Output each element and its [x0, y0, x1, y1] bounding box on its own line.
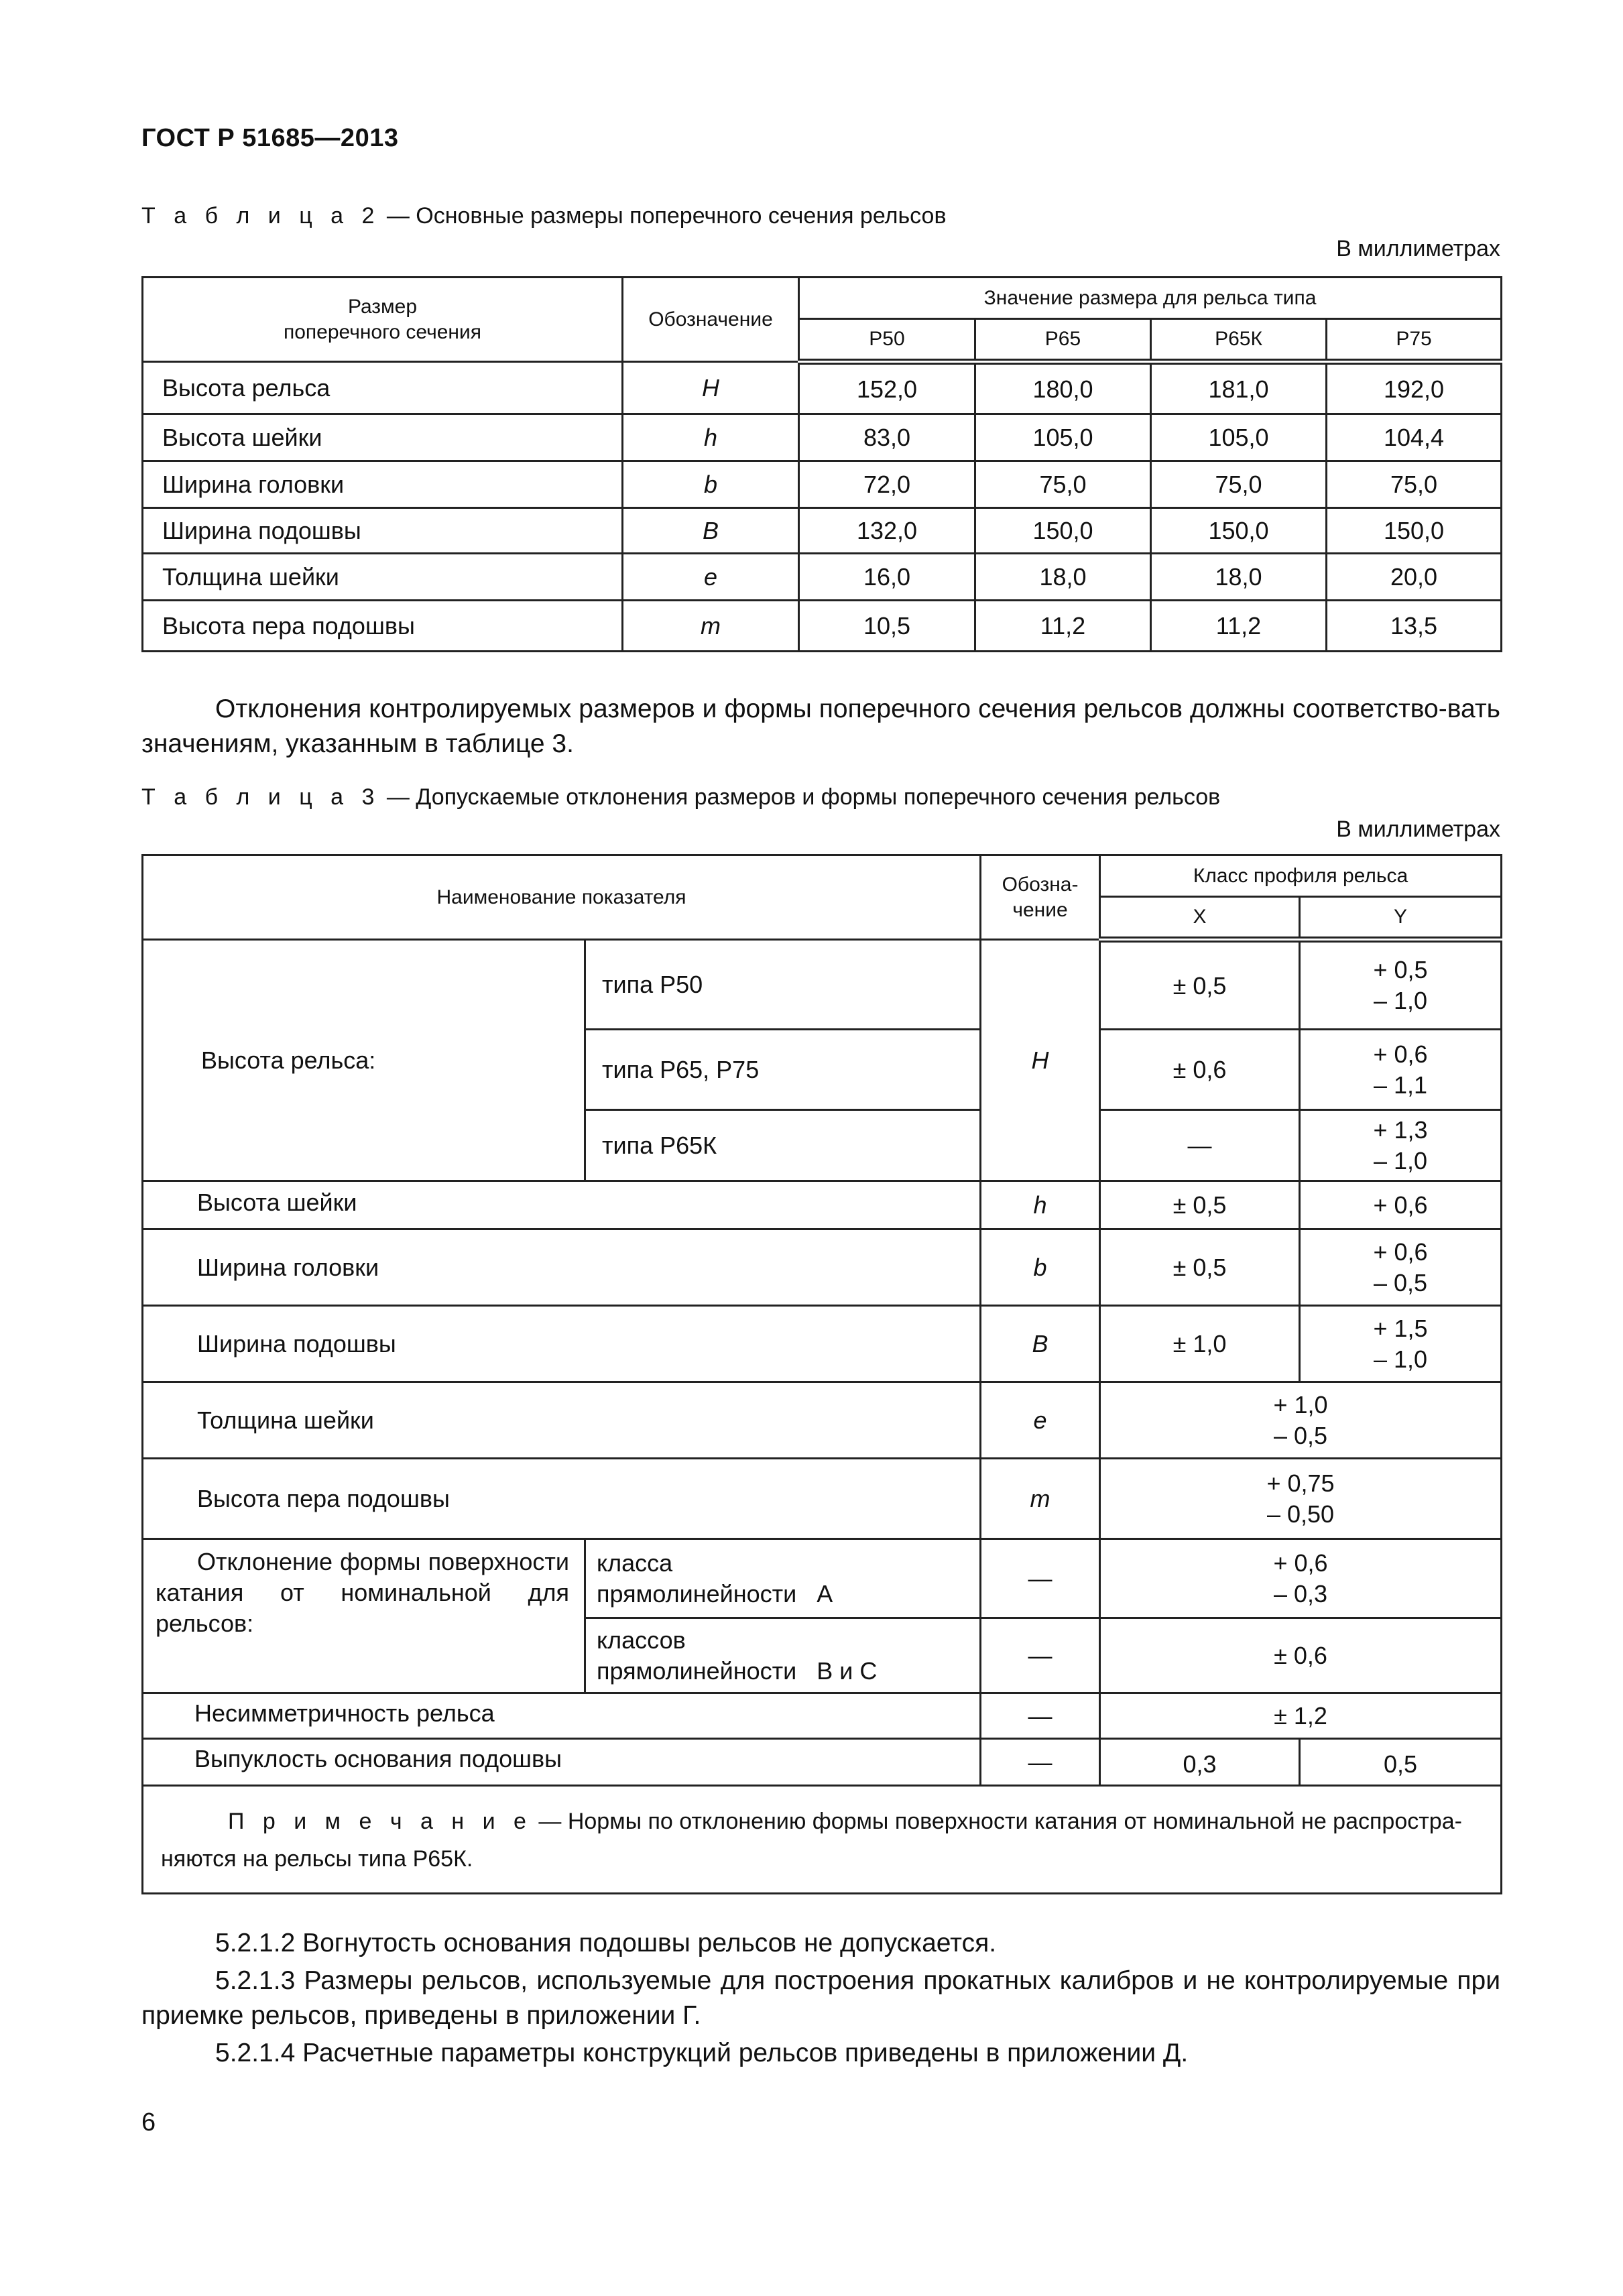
table2-cell: 75,0 [1327, 461, 1502, 508]
table-row [143, 1181, 1502, 1229]
table3-v-upper: + 1,0 [1273, 1390, 1328, 1418]
table3-y-lower: – 1,0 [1373, 1345, 1428, 1373]
table3-web-thickness-label: Толщина шейки [143, 1382, 981, 1459]
table-row [143, 414, 1502, 461]
table3-cell-y [1300, 1110, 1502, 1181]
table3-header-class-y: Y [1300, 897, 1502, 940]
table2-cell: 20,0 [1327, 554, 1502, 601]
table3-cell-y [1300, 1030, 1502, 1110]
table3-y-upper: + 1,3 [1373, 1115, 1428, 1144]
table3-rail-height-type: типа Р65К [585, 1110, 981, 1181]
table3-rail-height-label: Высота рельса: [143, 940, 585, 1181]
table2-row-symbol: m [623, 601, 799, 652]
table2-cell: 75,0 [1151, 461, 1327, 508]
table3-cell-x: 0,3 [1100, 1739, 1300, 1786]
table2-cell: 18,0 [1151, 554, 1327, 601]
table3-cell-y: + 0,6 [1300, 1181, 1502, 1229]
table3-surface-class-a-line2: прямолинейности А [597, 1579, 833, 1608]
table3-note-prefix: П р и м е ч а н и е [228, 1809, 532, 1834]
table3-header-class-x: X [1100, 897, 1300, 940]
paragraph-deviations: Отклонения контролируемых размеров и формы поперечного сечения рельсов должны соответство-вать значениям, указанным в таблице 3. [141, 694, 1500, 758]
table2-header-type-p50: Р50 [799, 319, 975, 362]
table3-caption-text: — Допускаемые отклонения размеров и формы поперечного сечения рельсов [380, 784, 1221, 810]
table3-note-row [143, 1786, 1502, 1894]
table3-head-width-symbol: b [981, 1229, 1100, 1306]
table3-surface-class-bc [585, 1618, 981, 1693]
table3-y-upper: + 1,5 [1373, 1314, 1428, 1342]
table-row [143, 508, 1502, 554]
table-row [143, 1539, 1502, 1618]
table3-caption-prefix: Т а б л и ц а 3 [141, 784, 381, 810]
paragraph-5-2-1-4: 5.2.1.4 Расчетные параметры конструкций рельсов приведены в приложении Д. [215, 2039, 1189, 2067]
table2-cell: 75,0 [975, 461, 1151, 508]
table3-cell-xy: ± 1,2 [1100, 1693, 1502, 1739]
table3-rail-height-type: типа Р50 [585, 940, 981, 1030]
table3-header-designation-line2: чение [1012, 898, 1068, 921]
table3-surface-deviation-label: Отклонение формы поверхности катания от номинальной для рельсов: [143, 1539, 585, 1693]
table2-cell: 105,0 [1151, 414, 1327, 461]
table2-cell: 180,0 [975, 362, 1151, 414]
table3-cell-x: ± 0,5 [1100, 1229, 1300, 1306]
table3-cell-y [1300, 1306, 1502, 1382]
table2-cell: 72,0 [799, 461, 975, 508]
table2-row-symbol: H [623, 362, 799, 414]
table2-row-name: Высота рельса [143, 362, 623, 414]
table-row [143, 1229, 1502, 1306]
table3-y-lower: – 1,0 [1373, 1146, 1428, 1174]
table2-units: В миллиметрах [1336, 236, 1500, 261]
table3-y-lower: – 1,1 [1373, 1071, 1428, 1099]
table3-note-text: — Нормы по отклонению формы поверхности катания от номинальной не распростра-няются на рельсы типа Р65К. [161, 1809, 1462, 1872]
table2-cell: 11,2 [1151, 601, 1327, 652]
table3-header-indicator: Наименование показателя [143, 855, 981, 940]
table2-cell: 16,0 [799, 554, 975, 601]
table3-cell-x: ± 0,5 [1100, 940, 1300, 1030]
table3-header-designation [981, 855, 1100, 940]
table3-surface-class-a-line1: класса [597, 1549, 673, 1577]
table2-header-type-p75: Р75 [1327, 319, 1502, 362]
page-number: 6 [141, 2108, 156, 2136]
table2-row-name: Толщина шейки [143, 554, 623, 601]
table-row [143, 940, 1502, 1030]
table3-cell-y: 0,5 [1300, 1739, 1502, 1786]
table3-cell-x: ± 0,6 [1100, 1030, 1300, 1110]
table3-flange-height-label: Высота пера подошвы [143, 1459, 981, 1539]
table3-rail-height-symbol: H [981, 940, 1100, 1181]
table2-row-name: Высота шейки [143, 414, 623, 461]
table-row [143, 1693, 1502, 1739]
table2-row-name: Ширина подошвы [143, 508, 623, 554]
paragraph-5-2-1-2: 5.2.1.2 Вогнутость основания подошвы рельсов не допускается. [215, 1929, 997, 1957]
table3-asymmetry-symbol: — [981, 1693, 1100, 1739]
table3-v-lower: – 0,5 [1273, 1421, 1328, 1449]
table3-head-width-label: Ширина головки [143, 1229, 981, 1306]
table2-row-symbol: h [623, 414, 799, 461]
table3-v-lower: – 0,50 [1266, 1500, 1335, 1528]
table2-row-name: Ширина головки [143, 461, 623, 508]
table2-cell: 13,5 [1327, 601, 1502, 652]
table3-web-height-label: Высота шейки [143, 1181, 981, 1229]
table2-header-size-line2: поперечного сечения [284, 320, 481, 343]
table3-cell-x: — [1100, 1110, 1300, 1181]
table3-y-lower: – 0,5 [1373, 1268, 1428, 1296]
table2-cell: 150,0 [1151, 508, 1327, 554]
table3-v-upper: + 0,6 [1273, 1549, 1328, 1577]
table-row [143, 1382, 1502, 1459]
table2-header-type-p65: Р65 [975, 319, 1151, 362]
table2-header-type-p65k: Р65К [1151, 319, 1327, 362]
table-row [143, 362, 1502, 414]
table3-cell-xy: ± 0,6 [1100, 1618, 1502, 1693]
table2-cell: 150,0 [1327, 508, 1502, 554]
table2 [141, 276, 1502, 652]
table3-cell-x: ± 1,0 [1100, 1306, 1300, 1382]
table3-header-class-group: Класс профиля рельса [1100, 855, 1502, 897]
table3-note [143, 1786, 1502, 1894]
table2-caption-prefix: Т а б л и ц а 2 [141, 203, 381, 229]
table2-row-symbol: b [623, 461, 799, 508]
table2-header-size [143, 278, 623, 362]
table3-units: В миллиметрах [1336, 817, 1500, 842]
table3-base-width-symbol: B [981, 1306, 1100, 1382]
table3-surface-class-a-symbol: — [981, 1539, 1100, 1618]
table2-caption [141, 203, 947, 229]
table2-cell: 11,2 [975, 601, 1151, 652]
table3-v-upper: + 0,75 [1266, 1469, 1335, 1497]
table2-cell: 18,0 [975, 554, 1151, 601]
table3-surface-class-a [585, 1539, 981, 1618]
table2-cell: 181,0 [1151, 362, 1327, 414]
table-row [143, 1739, 1502, 1786]
table2-row-symbol: B [623, 508, 799, 554]
table3-surface-class-bc-symbol: — [981, 1618, 1100, 1693]
table2-cell: 104,4 [1327, 414, 1502, 461]
table2-row-symbol: e [623, 554, 799, 601]
table3-base-width-label: Ширина подошвы [143, 1306, 981, 1382]
table2-cell: 83,0 [799, 414, 975, 461]
table3-v-lower: – 0,3 [1273, 1579, 1328, 1608]
document-header: ГОСТ Р 51685—2013 [141, 124, 399, 152]
table-row [143, 1459, 1502, 1539]
table-row [143, 1306, 1502, 1382]
paragraph-5-2-1-3: 5.2.1.3 Размеры рельсов, используемые для построения прокатных калибров и не контролируемые при приемке рельсов, приведены в приложении Г. [141, 1966, 1500, 2030]
table3-cell-y [1300, 940, 1502, 1030]
table3-header-designation-line1: Обозна- [1002, 873, 1079, 896]
table3-cell-y [1300, 1229, 1502, 1306]
table-row [143, 601, 1502, 652]
table2-cell: 10,5 [799, 601, 975, 652]
table3-convexity-label: Выпуклость основания подошвы [143, 1739, 981, 1786]
table3-surface-class-bc-line2: прямолинейности В и С [597, 1656, 878, 1685]
table3 [141, 854, 1502, 1894]
table3-asymmetry-label: Несимметричность рельса [143, 1693, 981, 1739]
table2-cell: 105,0 [975, 414, 1151, 461]
table3-y-upper: + 0,6 [1373, 1040, 1428, 1068]
table3-surface-class-bc-line1: классов [597, 1626, 686, 1654]
table3-cell-xy [1100, 1382, 1502, 1459]
table2-row-name: Высота пера подошвы [143, 601, 623, 652]
table3-web-thickness-symbol: e [981, 1382, 1100, 1459]
table3-web-height-symbol: h [981, 1181, 1100, 1229]
table2-header-designation: Обозначение [623, 278, 799, 362]
table3-y-upper: + 0,6 [1373, 1237, 1428, 1266]
table-row [143, 554, 1502, 601]
table2-caption-text: — Основные размеры поперечного сечения рельсов [380, 203, 947, 229]
table2-header-value-group: Значение размера для рельса типа [799, 278, 1502, 319]
table3-flange-height-symbol: m [981, 1459, 1100, 1539]
table3-caption [141, 784, 1220, 810]
table3-y-upper: + 0,5 [1373, 956, 1428, 983]
table2-header-size-line1: Размер [347, 296, 418, 318]
table2-cell: 132,0 [799, 508, 975, 554]
table2-cell: 150,0 [975, 508, 1151, 554]
table2-cell: 192,0 [1327, 362, 1502, 414]
table3-convexity-symbol: — [981, 1739, 1100, 1786]
table3-cell-xy [1100, 1459, 1502, 1539]
table3-cell-x: ± 0,5 [1100, 1181, 1300, 1229]
table3-cell-xy [1100, 1539, 1502, 1618]
table3-y-lower: – 1,0 [1373, 987, 1428, 1014]
table-row [143, 461, 1502, 508]
table2-cell: 152,0 [799, 362, 975, 414]
table3-rail-height-type: типа Р65, Р75 [585, 1030, 981, 1110]
